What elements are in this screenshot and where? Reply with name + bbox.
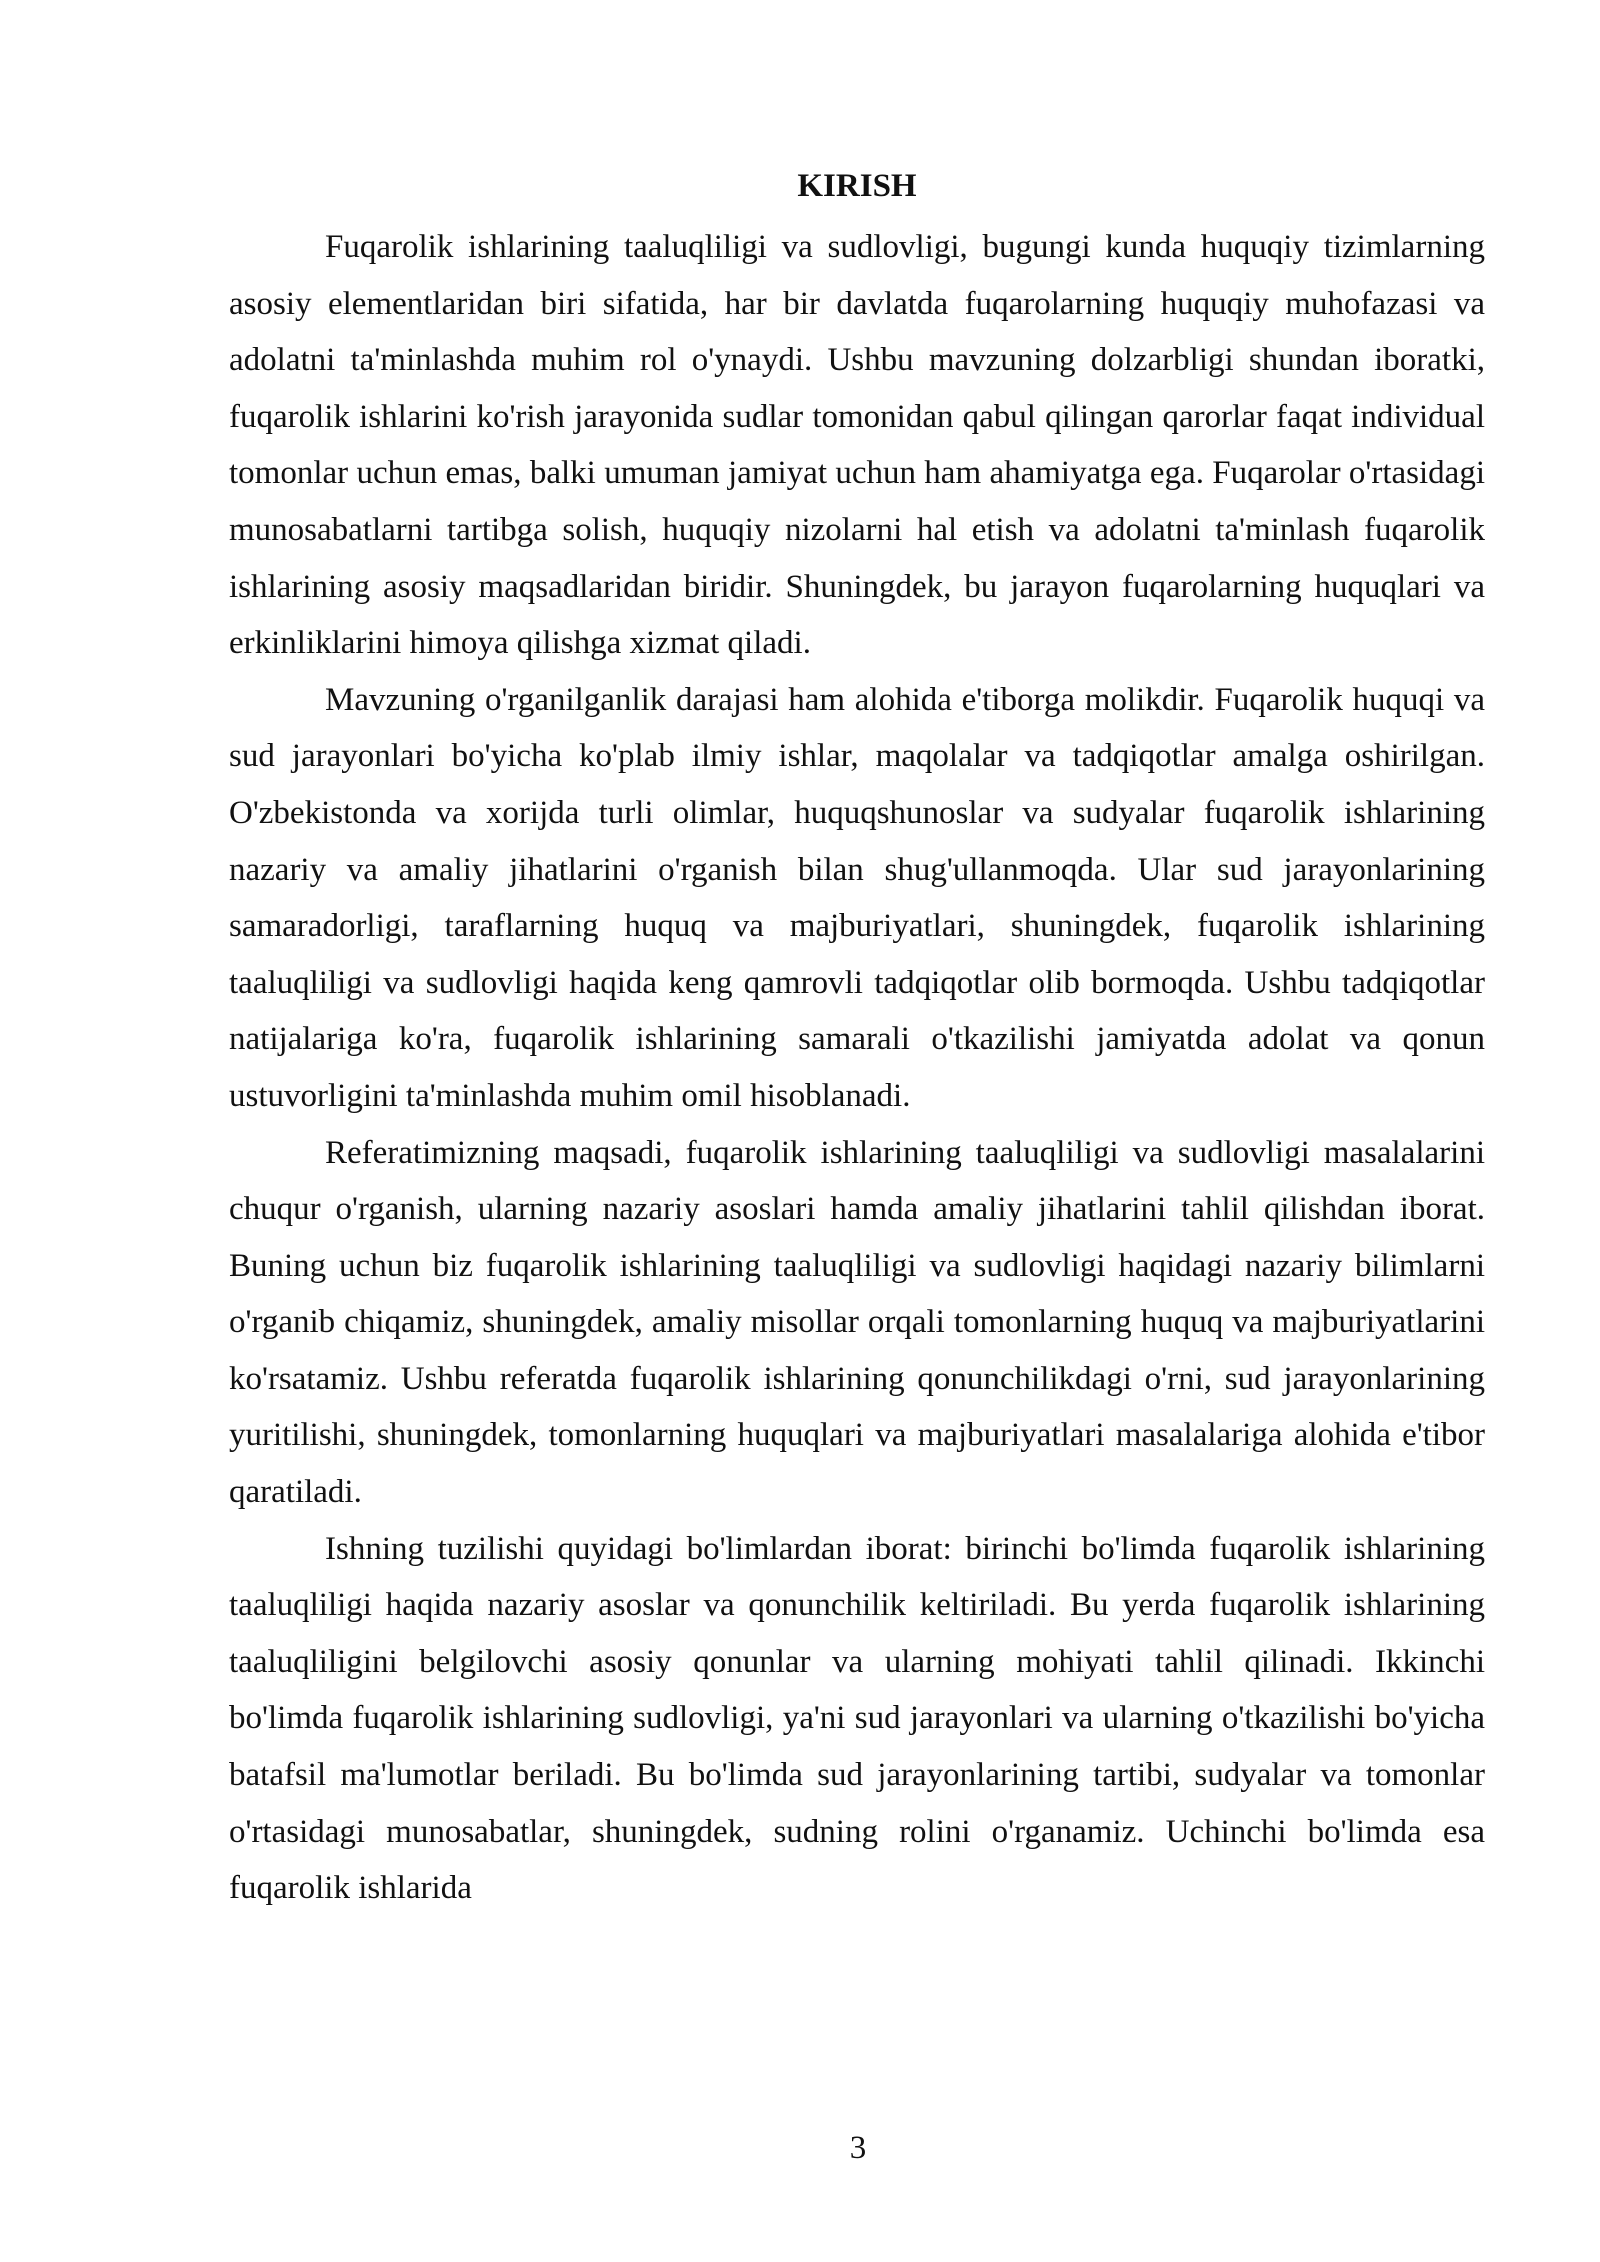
page-content bbox=[229, 166, 1485, 1917]
page-number: 3 bbox=[849, 2130, 867, 2166]
paragraph-research-degree: Mavzuning o'rganilganlik darajasi ham alohida e'tiborga molikdir. Fuqarolik huquqi va sud jarayonlari bo'yicha ko'plab ilmiy ishlar, maqolalar va tadqiqotlar amalga oshirilgan. O'zbekistonda va xorijda turli olimlar, huquqshunoslar va sudyalar fuqarolik ishlarining nazariy va amaliy jihatlarini o'rganish bilan shug'ullanmoqda. Ular sud jarayonlarining samaradorligi, taraflarning huquq va majburiyatlari, shuningdek, fuqarolik ishlarining taaluqliligi va sudlovligi haqida keng qamrovli tadqiqotlar olib bormoqda. Ushbu tadqiqotlar natijalariga ko'ra, fuqarolik ishlarining samarali o'tkazilishi jamiyatda adolat va qonun ustuvorligini ta'minlashda muhim omil hisoblanadi. bbox=[229, 681, 1485, 1114]
paragraph-relevance: Fuqarolik ishlarining taaluqliligi va sudlovligi, bugungi kunda huquqiy tizimlarning asosiy elementlaridan biri sifatida, har bir davlatda fuqarolarning huquqiy muhofazasi va adolatni ta'minlashda muhim rol o'ynaydi. Ushbu mavzuning dolzarbligi shundan iboratki, fuqarolik ishlarini ko'rish jarayonida sudlar tomonidan qabul qilingan qarorlar faqat individual tomonlar uchun emas, balki umuman jamiyat uchun ham ahamiyatga ega. Fuqarolar o'rtasidagi munosabatlarni tartibga solish, huquqiy nizolarni hal etish va adolatni ta'minlash fuqarolik ishlarining asosiy maqsadlaridan biridir. Shuningdek, bu jarayon fuqarolarning huquqlari va erkinliklarini himoya qilishga xizmat qiladi. bbox=[229, 229, 1485, 662]
section-title: KIRISH bbox=[797, 168, 917, 204]
paragraph-purpose: Referatimizning maqsadi, fuqarolik ishlarining taaluqliligi va sudlovligi masalalarini chuqur o'rganish, ularning nazariy asoslari hamda amaliy jihatlarini tahlil qilishdan iborat. Buning uchun biz fuqarolik ishlarining taaluqliligi va sudlovligi haqidagi nazariy bilimlarni o'rganib chiqamiz, shuningdek, amaliy misollar orqali tomonlarning huquq va majburiyatlarini ko'rsatamiz. Ushbu referatda fuqarolik ishlarining qonunchilikdagi o'rni, sud jarayonlarining yuritilishi, shuningdek, tomonlarning huquqlari va majburiyatlari masalalariga alohida e'tibor qaratiladi. bbox=[229, 1134, 1485, 1511]
paragraph-structure: Ishning tuzilishi quyidagi bo'limlardan iborat: birinchi bo'limda fuqarolik ishlarining taaluqliligi haqida nazariy asoslar va qonunchilik keltiriladi. Bu yerda fuqarolik ishlarining taaluqliligini belgilovchi asosiy qonunlar va ularning mohiyati tahlil qilinadi. Ikkinchi bo'limda fuqarolik ishlarining sudlovligi, ya'ni sud jarayonlari va ularning o'tkazilishi bo'yicha batafsil ma'lumotlar beriladi. Bu bo'limda sud jarayonlarining tartibi, sudyalar va tomonlar o'rtasidagi munosabatlar, shuningdek, sudning rolini o'rganamiz. Uchinchi bo'limda esa fuqarolik ishlarida bbox=[229, 1530, 1485, 1907]
